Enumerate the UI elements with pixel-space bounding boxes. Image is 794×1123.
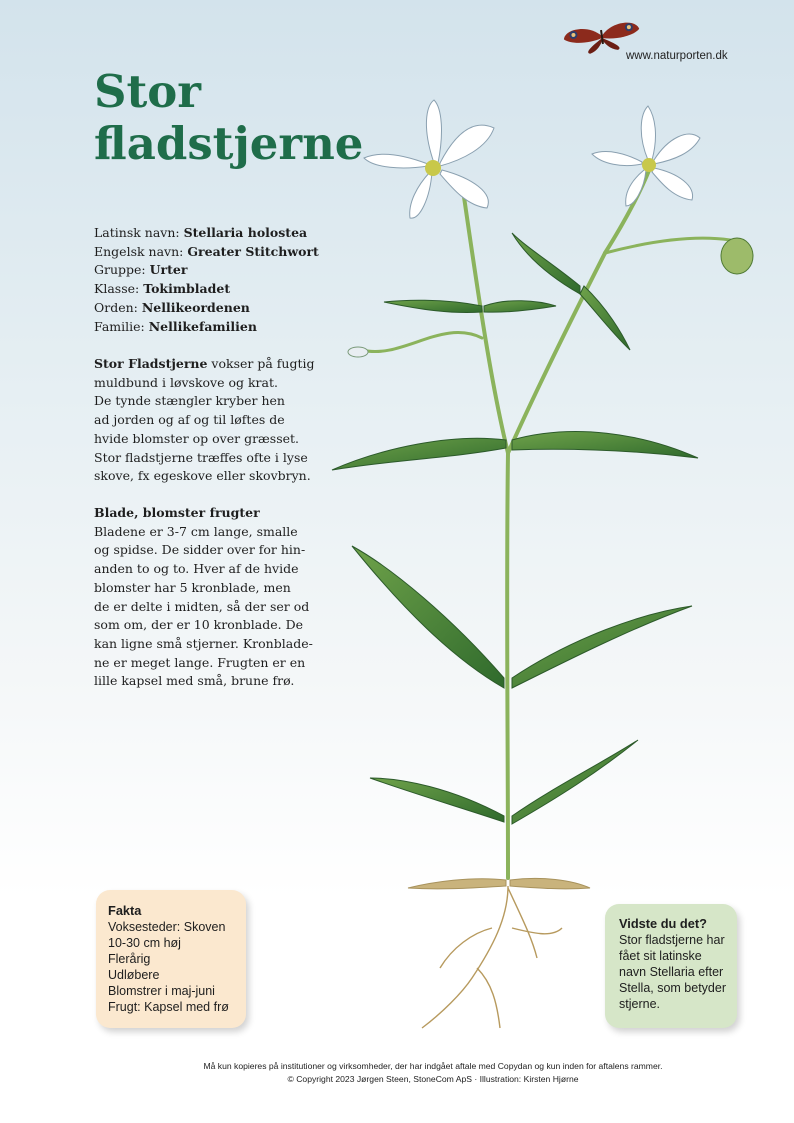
taxonomy-row — [94, 261, 319, 280]
leaves-flowers-section — [94, 504, 339, 691]
taxonomy-value: Urter — [149, 262, 188, 278]
text-line: og spidse. De sidder over for hin- — [94, 542, 306, 558]
text-line: kan ligne små stjerner. Kronblade- — [94, 635, 313, 651]
taxonomy-value: Tokimbladet — [143, 281, 231, 297]
taxonomy-label: Latinsk navn: — [94, 225, 180, 240]
did-you-know-box — [605, 904, 737, 1028]
footer — [0, 1060, 794, 1086]
taxonomy-row — [94, 318, 319, 337]
taxonomy-row — [94, 280, 319, 299]
did-you-know-title: Vidste du det? — [619, 916, 707, 931]
facts-box — [96, 890, 246, 1028]
text-line: skove, fx egeskove eller skovbryn. — [94, 468, 311, 484]
text-line: anden to og to. Hver af de hvide — [94, 561, 299, 577]
text-line: De tynde stængler kryber hen — [94, 393, 285, 409]
taxonomy-row — [94, 243, 319, 262]
taxonomy-value: Nellikeordenen — [141, 299, 250, 315]
did-you-know-line: stjerne. — [619, 997, 660, 1011]
facts-box-line: Udløbere — [108, 968, 160, 982]
taxonomy-list — [94, 224, 319, 336]
did-you-know-line: fået sit latinske — [619, 949, 702, 963]
taxonomy-row — [94, 224, 319, 243]
text-line: lille kapsel med små, brune frø. — [94, 673, 295, 689]
text-line: blomster har 5 kronblade, men — [94, 579, 291, 595]
taxonomy-value: Nellikefamilien — [148, 318, 257, 334]
taxonomy-label: Klasse: — [94, 281, 140, 297]
text-line — [94, 355, 339, 374]
facts-box-title: Fakta — [108, 903, 142, 918]
text-line: de er delte i midten, så der ser od — [94, 598, 310, 614]
text-line: ad jorden og af og til løftes de — [94, 412, 285, 428]
footer-line: Må kun kopieres på institutioner og virksomheder, der har indgået aftale med Copydan og kun inden for aftalens rammer. — [203, 1061, 663, 1071]
site-url: www.naturporten.dk — [626, 50, 728, 62]
facts-box-line: Flerårig — [108, 952, 151, 966]
taxonomy-label: Gruppe: — [94, 262, 146, 278]
text-line: muldbund i løvskove og krat. — [94, 374, 278, 390]
text-line: ne er meget lange. Frugten er en — [94, 654, 306, 670]
taxonomy-label: Engelsk navn: — [94, 243, 184, 259]
text-line: som om, der er 10 kronblade. De — [94, 617, 304, 633]
footer-line: © Copyright 2023 Jørgen Steen, StoneCom ApS · Illustration: Kirsten Hjørne — [287, 1074, 579, 1084]
facts-box-line: 10-30 cm høj — [108, 936, 181, 950]
facts-box-line: Blomstrer i maj-juni — [108, 984, 215, 998]
facts-box-line: Voksesteder: Skoven — [108, 920, 226, 934]
taxonomy-value: Stellaria holostea — [183, 225, 308, 240]
section-heading: Blade, blomster frugter — [94, 505, 260, 520]
taxonomy-label: Orden: — [94, 299, 138, 315]
did-you-know-line: Stor fladstjerne har — [619, 933, 725, 947]
text-line: Stor fladstjerne træffes ofte i lyse — [94, 449, 308, 465]
text-line: hvide blomster op over græsset. — [94, 430, 300, 446]
taxonomy-value: Greater Stitchwort — [187, 243, 319, 259]
butterfly-icon — [560, 20, 644, 54]
facts-box-line: Frugt: Kapsel med frø — [108, 1000, 229, 1014]
did-you-know-line: navn Stellaria efter — [619, 965, 724, 979]
title-line: Stor — [94, 65, 202, 118]
intro-paragraph — [94, 355, 339, 486]
did-you-know-line: Stella, som betyder — [619, 981, 726, 995]
title-line: fladstjerne — [94, 117, 364, 170]
taxonomy-row — [94, 299, 319, 318]
text-fragment: vokser på fugtig — [207, 356, 315, 371]
text-line: Bladene er 3-7 cm lange, smalle — [94, 523, 298, 539]
intro-lead: Stor Fladstjerne — [94, 356, 208, 371]
taxonomy-label: Familie: — [94, 318, 145, 334]
